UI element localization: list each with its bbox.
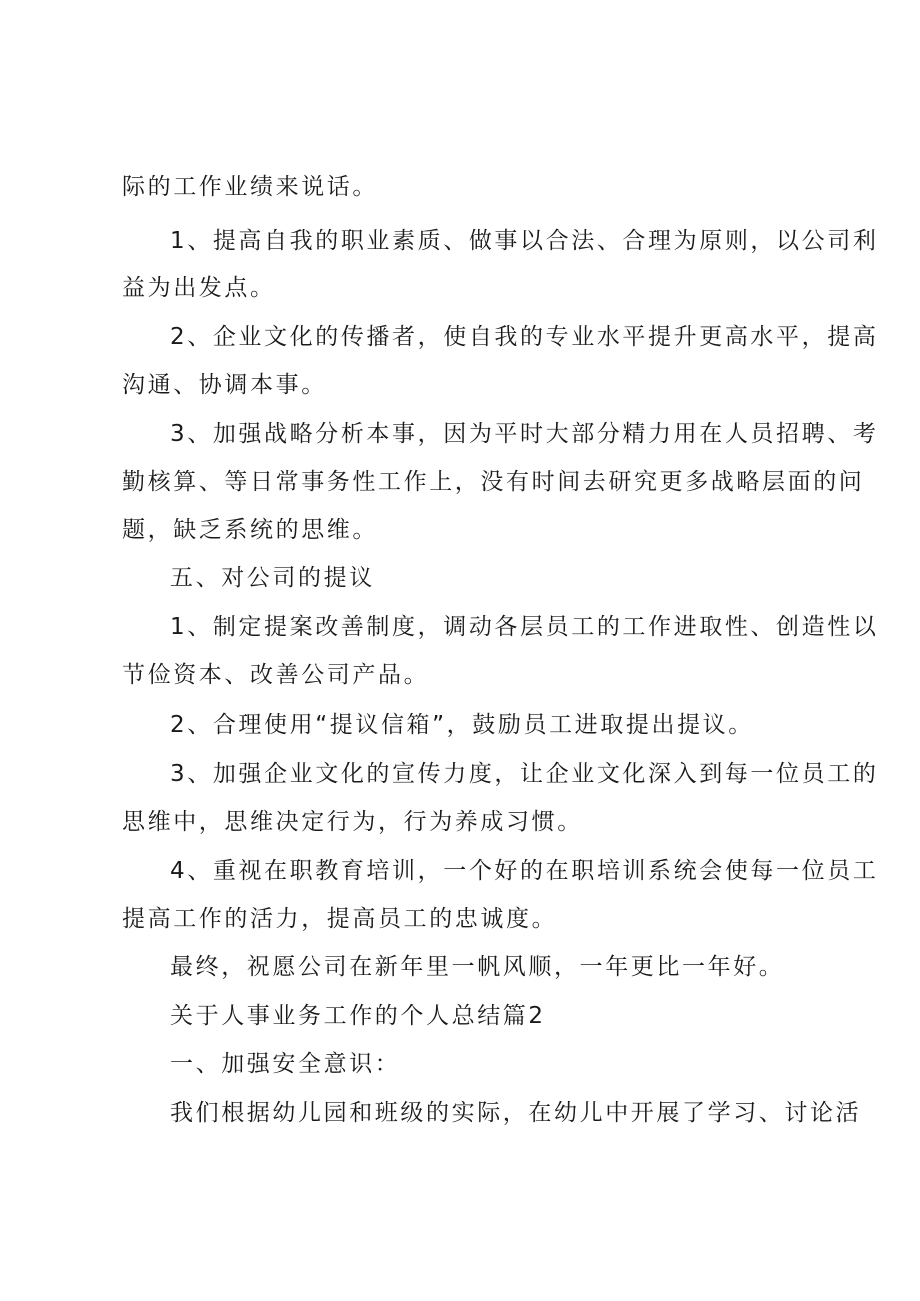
- text-line: 我们根据幼儿园和班级的实际，在幼儿中开展了学习、讨论活: [170, 1100, 862, 1126]
- text-line: 思维中，思维决定行为，行为养成习惯。: [122, 809, 583, 835]
- article-title: 关于人事业务工作的个人总结篇2: [170, 1003, 546, 1029]
- text-line: 沟通、协调本事。: [122, 372, 327, 398]
- text-line: 节俭资本、改善公司产品。: [122, 662, 430, 688]
- text-line: 1、提高自我的职业素质、做事以合法、合理为原则，以公司利: [170, 228, 879, 254]
- text-line: 3、加强战略分析本事，因为平时大部分精力用在人员招聘、考: [170, 421, 879, 447]
- text-line: 2、企业文化的传播者，使自我的专业水平提升更高水平，提高: [170, 324, 879, 350]
- section-heading: 一、加强安全意识：: [170, 1051, 401, 1077]
- text-line: 3、加强企业文化的宣传力度，让企业文化深入到每一位员工的: [170, 761, 879, 787]
- text-line: 2、合理使用“提议信箱”，鼓励员工进取提出提议。: [170, 712, 754, 738]
- text-line: 际的工作业绩来说话。: [122, 174, 378, 200]
- text-line: 勤核算、等日常事务性工作上，没有时间去研究更多战略层面的问: [122, 469, 865, 495]
- section-heading: 五、对公司的提议: [170, 565, 375, 591]
- text-line: 4、重视在职教育培训，一个好的在职培训系统会使每一位员工: [170, 858, 879, 884]
- text-line: 提高工作的活力，提高员工的忠诚度。: [122, 906, 558, 932]
- text-line: 题，缺乏系统的思维。: [122, 517, 378, 543]
- text-line: 1、制定提案改善制度，调动各层员工的工作进取性、创造性以: [170, 614, 879, 640]
- text-line: 最终，祝愿公司在新年里一帆风顺，一年更比一年好。: [170, 954, 785, 980]
- text-line: 益为出发点。: [122, 275, 276, 301]
